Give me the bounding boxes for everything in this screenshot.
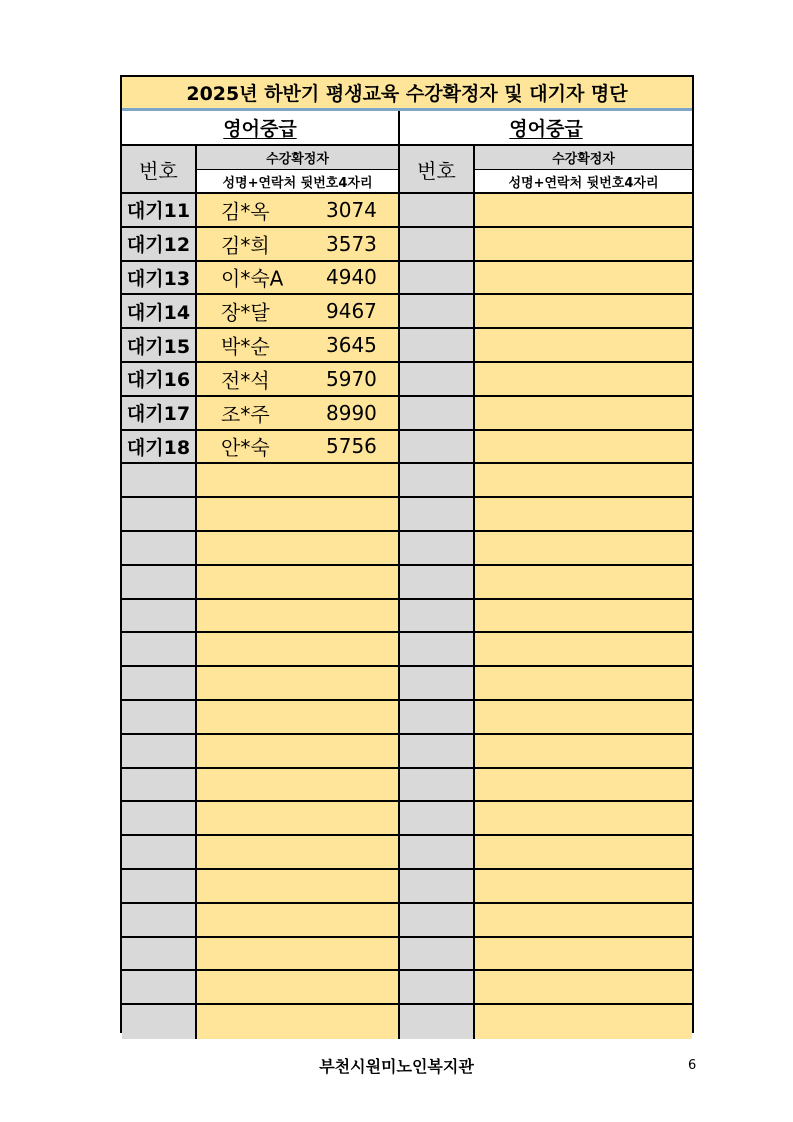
row-info-cell-left xyxy=(197,262,400,294)
row-number-cell-left xyxy=(122,870,197,902)
row-info-cell-right xyxy=(475,295,692,327)
table-row xyxy=(122,329,692,363)
row-number-cell-left xyxy=(122,701,197,733)
row-info-cell-right xyxy=(475,228,692,260)
row-info-cell-right xyxy=(475,1005,692,1039)
row-info-cell-left xyxy=(197,904,400,936)
row-number-cell-right xyxy=(400,532,475,564)
row-number-cell-right xyxy=(400,1005,475,1039)
row-info-cell-right xyxy=(475,262,692,294)
table-row xyxy=(122,295,692,329)
row-info-cell-left xyxy=(197,329,400,361)
row-number-cell-left xyxy=(122,769,197,801)
row-number-cell-left xyxy=(122,938,197,970)
row-info-cell-left xyxy=(197,464,400,496)
row-info-cell-right xyxy=(475,498,692,530)
header-number-right: 번호 xyxy=(400,146,475,194)
section-heading-right-label: 영어중급 xyxy=(509,118,583,140)
row-number-cell-right xyxy=(400,363,475,395)
page-number: 6 xyxy=(688,1058,697,1073)
table-row xyxy=(122,566,692,600)
row-info-cell-right xyxy=(475,532,692,564)
row-number-cell-right xyxy=(400,735,475,767)
section-heading-left xyxy=(122,111,400,146)
person-name: 박*순 xyxy=(221,334,270,359)
row-info-cell-right xyxy=(475,836,692,868)
row-number-cell-right xyxy=(400,802,475,834)
row-number-cell-right xyxy=(400,295,475,327)
row-info-cell-left xyxy=(197,600,400,632)
row-number-cell-right xyxy=(400,667,475,699)
table-row xyxy=(122,971,692,1005)
row-number-cell-left: 대기14 xyxy=(122,295,197,327)
row-number-cell-right xyxy=(400,194,475,226)
row-info-cell-right xyxy=(475,363,692,395)
row-number-cell-right xyxy=(400,938,475,970)
row-info-cell-left xyxy=(197,498,400,530)
phone-last-four: 9467 xyxy=(326,299,377,324)
table-row xyxy=(122,938,692,972)
row-number-cell-left xyxy=(122,1005,197,1039)
phone-last-four: 4940 xyxy=(326,265,377,290)
row-number-cell-right xyxy=(400,228,475,260)
row-info-cell-left xyxy=(197,769,400,801)
phone-last-four: 3645 xyxy=(326,333,377,358)
table-row xyxy=(122,870,692,904)
table-row xyxy=(122,904,692,938)
row-number-cell-left xyxy=(122,735,197,767)
table-row xyxy=(122,1005,692,1039)
row-info-cell-left xyxy=(197,870,400,902)
row-number-cell-left xyxy=(122,802,197,834)
row-number-cell-left xyxy=(122,498,197,530)
section-heading-right xyxy=(400,111,692,146)
row-info-cell-right xyxy=(475,904,692,936)
row-number-cell-left xyxy=(122,566,197,598)
row-number-cell-right xyxy=(400,904,475,936)
row-info-cell-left xyxy=(197,938,400,970)
row-info-cell-right xyxy=(475,431,692,463)
row-info-cell-left xyxy=(197,1005,400,1039)
table-row xyxy=(122,194,692,228)
row-number-cell-right xyxy=(400,397,475,429)
row-info-cell-left xyxy=(197,802,400,834)
row-info-cell-right xyxy=(475,802,692,834)
row-number-cell-left xyxy=(122,600,197,632)
row-number-cell-right xyxy=(400,498,475,530)
row-info-cell-left xyxy=(197,971,400,1003)
table-row xyxy=(122,532,692,566)
row-number-cell-right xyxy=(400,464,475,496)
row-info-cell-right xyxy=(475,397,692,429)
table-row xyxy=(122,431,692,465)
table-row xyxy=(122,363,692,397)
table-row xyxy=(122,701,692,735)
person-name: 조*주 xyxy=(221,402,270,427)
person-name: 장*달 xyxy=(221,300,270,325)
row-info-cell-right xyxy=(475,600,692,632)
table-body xyxy=(122,194,692,1039)
row-number-cell-left xyxy=(122,532,197,564)
person-name: 김*옥 xyxy=(221,199,270,224)
section-heading-left-label: 영어중급 xyxy=(223,118,297,140)
row-number-cell-left: 대기16 xyxy=(122,363,197,395)
row-info-cell-right xyxy=(475,870,692,902)
row-info-cell-right xyxy=(475,464,692,496)
table-row xyxy=(122,498,692,532)
table-row xyxy=(122,769,692,803)
row-info-cell-right xyxy=(475,735,692,767)
row-number-cell-right xyxy=(400,566,475,598)
row-info-cell-right xyxy=(475,329,692,361)
row-number-cell-left xyxy=(122,904,197,936)
header-number-left: 번호 xyxy=(122,146,197,194)
row-number-cell-right xyxy=(400,329,475,361)
header-info-right: 성명+연락처 뒷번호4자리 xyxy=(475,170,692,194)
row-number-cell-left: 대기18 xyxy=(122,431,197,463)
row-number-cell-right xyxy=(400,600,475,632)
row-number-cell-right xyxy=(400,262,475,294)
row-info-cell-left xyxy=(197,295,400,327)
header-info-left: 성명+연락처 뒷번호4자리 xyxy=(197,170,400,194)
phone-last-four: 8990 xyxy=(326,400,377,425)
row-info-cell-left xyxy=(197,566,400,598)
footer-organization: 부천시원미노인복지관 xyxy=(319,1057,474,1076)
row-number-cell-right xyxy=(400,836,475,868)
row-info-cell-right xyxy=(475,194,692,226)
row-info-cell-left xyxy=(197,397,400,429)
row-info-cell-left xyxy=(197,836,400,868)
row-info-cell-left xyxy=(197,194,400,226)
person-name: 전*석 xyxy=(221,368,270,393)
table-row xyxy=(122,735,692,769)
table-row xyxy=(122,262,692,296)
phone-last-four: 5970 xyxy=(326,366,377,391)
row-number-cell-left xyxy=(122,836,197,868)
header-confirmed-left: 수강확정자 xyxy=(197,146,400,170)
table-row xyxy=(122,667,692,701)
row-info-cell-left xyxy=(197,431,400,463)
phone-last-four: 5756 xyxy=(326,434,377,459)
person-name: 이*숙A xyxy=(221,266,284,291)
table-row xyxy=(122,836,692,870)
row-info-cell-right xyxy=(475,701,692,733)
row-info-cell-right xyxy=(475,667,692,699)
roster-table xyxy=(120,75,694,1033)
row-number-cell-left xyxy=(122,667,197,699)
row-number-cell-left: 대기11 xyxy=(122,194,197,226)
row-info-cell-left xyxy=(197,701,400,733)
row-info-cell-left xyxy=(197,667,400,699)
row-info-cell-right xyxy=(475,971,692,1003)
row-number-cell-left xyxy=(122,633,197,665)
row-info-cell-left xyxy=(197,735,400,767)
person-name: 김*희 xyxy=(221,233,270,258)
person-name: 안*숙 xyxy=(221,435,270,460)
table-row xyxy=(122,397,692,431)
roster-title: 2025년 하반기 평생교육 수강확정자 및 대기자 명단 xyxy=(122,77,692,111)
row-number-cell-right xyxy=(400,701,475,733)
row-number-cell-left: 대기13 xyxy=(122,262,197,294)
row-number-cell-right xyxy=(400,769,475,801)
row-number-cell-left xyxy=(122,464,197,496)
row-info-cell-left xyxy=(197,228,400,260)
table-row xyxy=(122,600,692,634)
header-confirmed-right: 수강확정자 xyxy=(475,146,692,170)
row-number-cell-right xyxy=(400,431,475,463)
row-number-cell-left: 대기12 xyxy=(122,228,197,260)
row-number-cell-left: 대기17 xyxy=(122,397,197,429)
row-info-cell-left xyxy=(197,532,400,564)
phone-last-four: 3573 xyxy=(326,231,377,256)
table-row xyxy=(122,464,692,498)
table-row xyxy=(122,633,692,667)
row-number-cell-right xyxy=(400,971,475,1003)
phone-last-four: 3074 xyxy=(326,197,377,222)
row-info-cell-left xyxy=(197,633,400,665)
row-number-cell-right xyxy=(400,870,475,902)
row-number-cell-left: 대기15 xyxy=(122,329,197,361)
row-number-cell-left xyxy=(122,971,197,1003)
row-number-cell-right xyxy=(400,633,475,665)
row-info-cell-left xyxy=(197,363,400,395)
table-row xyxy=(122,802,692,836)
row-info-cell-right xyxy=(475,566,692,598)
table-row xyxy=(122,228,692,262)
row-info-cell-right xyxy=(475,769,692,801)
row-info-cell-right xyxy=(475,938,692,970)
row-info-cell-right xyxy=(475,633,692,665)
